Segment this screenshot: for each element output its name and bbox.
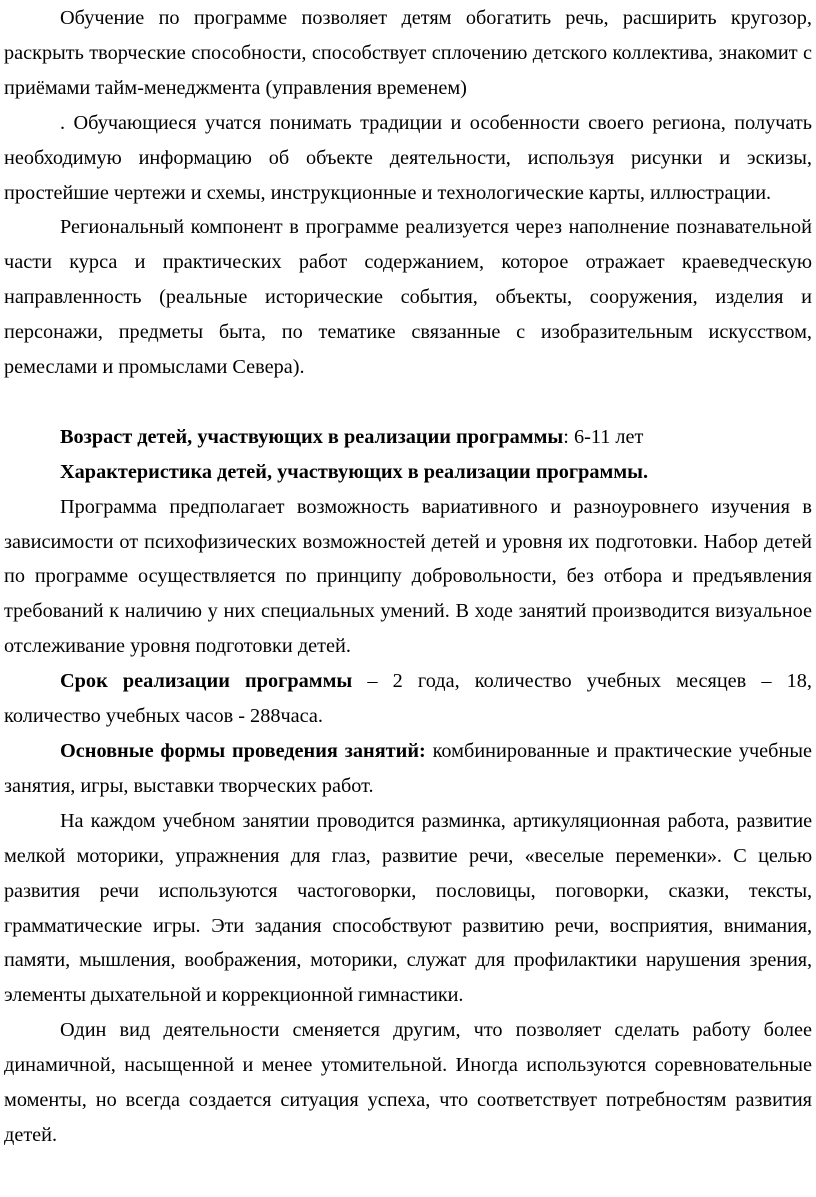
term-value: – 2 года, количество учебных месяцев – 18, количество учебных часов - 288часа. (4, 670, 812, 728)
document-text (4, 1, 812, 1153)
forms-line (4, 734, 812, 804)
age-value: : 6-11 лет (563, 425, 644, 448)
forms-value: комбинированные и практические учебные занятия, игры, выставки творческих работ. (4, 740, 812, 797)
characteristics-heading: Характеристика детей, участвующих в реализации программы. (60, 460, 649, 483)
paragraph-regional-component: Региональный компонент в программе реализуется через наполнение познавательной части курса и практических работ содержанием, которое отражает краеведческую направленность (реальные исторические события, объекты, сооружения, изделия и персонажи, предметы быта, по тематике связанные с изобразительным искусством, ремеслами и промыслами Севера). (4, 216, 812, 379)
characteristics-heading-line (4, 455, 812, 490)
paragraph-activity-change: Один вид деятельности сменяется другим, что позволяет сделать работу более динамичной, насыщенной и менее утомительной. Иногда используются соревновательные моменты, но всегда создается ситуация успеха, что соответствует потребностям развития детей. (4, 1019, 812, 1146)
term-line (4, 664, 812, 734)
paragraph-lesson-structure: На каждом учебном занятии проводится разминка, артикуляционная работа, развитие мелкой моторики, упражнения для глаз, развитие речи, «веселые переменки». С целью развития речи используются частоговорки, пословицы, поговорки, сказки, тексты, грамматические игры. Эти задания способствуют развитию речи, восприятия, внимания, памяти, мышления, воображения, моторики, служат для профилактики нарушения зрения, элементы дыхательной и коррекционной гимнастики. (4, 809, 812, 1007)
paragraph-program-benefits: Обучение по программе позволяет детям обогатить речь, расширить кругозор, раскрыть творческие способности, способствует сплочению детского коллектива, знакомит с приёмами тайм-менеджмента (управления временем) (4, 7, 812, 99)
paragraph-learners-skills: . Обучающиеся учатся понимать традиции и особенности своего региона, получать необходимую информацию об объекте деятельности, используя рисунки и эскизы, простейшие чертежи и схемы, инструкционные и технологические карты, иллюстрации. (4, 111, 812, 204)
paragraph-program-variability: Программа предполагает возможность вариативного и разноуровнего изучения в зависимости от психофизических возможностей детей и уровня их подготовки. Набор детей по программе осуществляется по принципу добровольности, без отбора и предъявления требований к наличию у них специальных умений. В ходе занятий производится визуальное отслеживание уровня подготовки детей. (4, 495, 812, 658)
age-label: Возраст детей, участвующих в реализации программы (60, 425, 564, 448)
forms-label: Основные формы проведения занятий: (60, 740, 426, 763)
term-label: Срок реализации программы (60, 670, 353, 693)
age-line (4, 420, 812, 455)
